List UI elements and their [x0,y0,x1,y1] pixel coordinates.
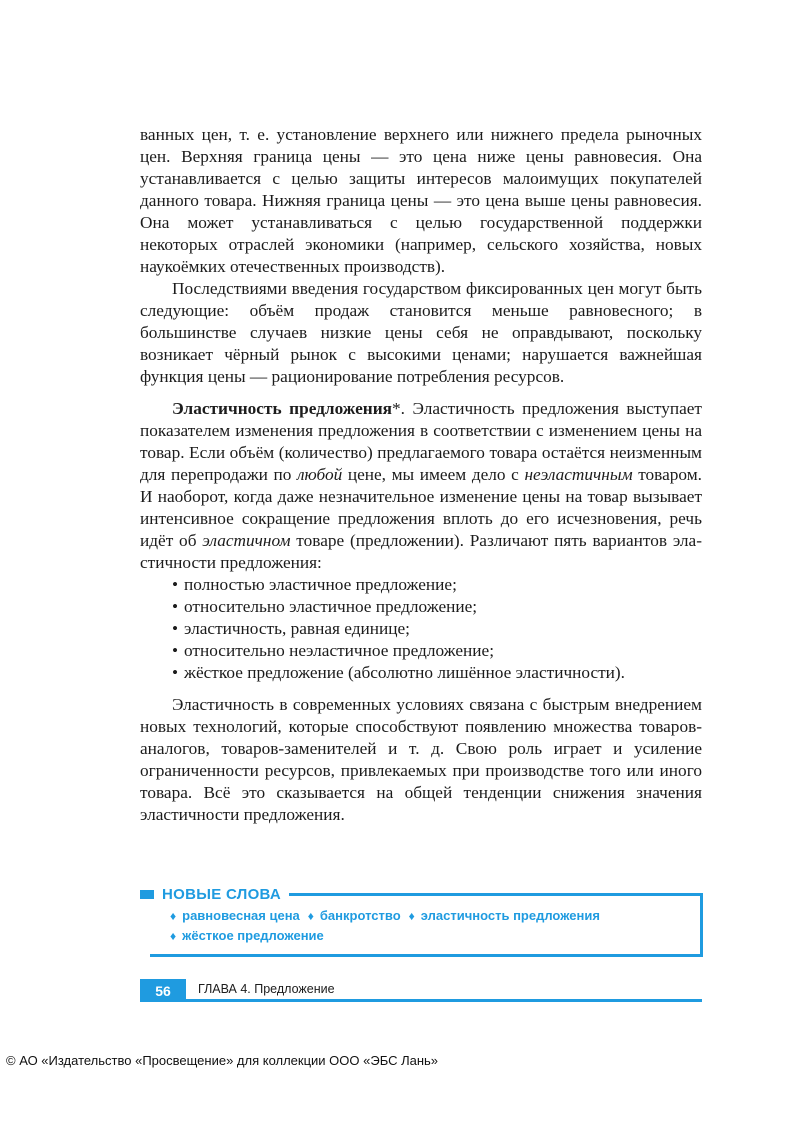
list-item-text: относительно эластичное предложение; [184,597,478,616]
new-words-header [140,883,289,905]
paragraph-2: Последствиями введения государством фиксированных цен могут быть следующие: объём продаж становится меньше равновесного; в большинстве случаев низкие цены себя не оправдывают, поскольку возникает чёрный рынок с высокими ценами; нарушается важнейшая функция цены — рационирование потребления ресурсов. [140,279,702,386]
p3-italic-inelastic: неэластичным [524,465,633,484]
bullet-icon: • [172,575,179,594]
list-item-text: эластичность, равная единице; [184,619,410,638]
diamond-icon: ♦ [170,908,177,923]
footer-rule [140,999,702,1002]
list-item [172,618,702,640]
new-word: банкротство [319,908,401,923]
new-word: равновесная цена [182,908,300,923]
paragraph-1: ванных цен, т. е. установление верхнего или нижнего предела рыночных цен. Верхняя граница цены — это цена ниже цены равновесия. Она устанавливается с целью защиты интересов малоимущих покупателей данного товара. Нижняя граница цены — это цена выше цены равновесия. Она может устанавливаться с целью государственной поддержки некоторых отраслей экономики (например, сельского хозяйства, новых наукоёмких отечественных производств). [140,125,702,276]
list-item-text: относительно неэластичное предложение; [184,641,495,660]
copyright-notice: © АО «Издательство «Просвещение» для коллекции ООО «ЭБС Лань» [6,1053,439,1068]
list-item-text: жёсткое предложение (абсолютно лишённое эластичности). [184,663,626,682]
list-item-text: полностью эластичное предложение; [184,575,457,594]
new-words-line-1 [170,908,608,923]
p3-text-2: цене, мы имеем дело с [342,465,525,484]
diamond-icon: ♦ [170,928,177,943]
list-item [172,640,702,662]
list-item [172,574,702,596]
bullet-icon: • [172,641,179,660]
list-item [172,596,702,618]
header-bar-icon [140,890,154,899]
new-words-title: НОВЫЕ СЛОВА [162,885,282,903]
page-number-badge [140,979,186,1002]
p3-text-3: товаром. И наоборот, когда даже незначительное изменение цены на товар вызывает интенсивное сокращение предложения вплоть до его исчезновения, речь идёт об [140,465,702,550]
p3-italic-elastic: эластичном [202,531,291,550]
term-footnote-mark: *. [392,399,405,418]
diamond-icon: ♦ [408,908,415,923]
new-word: жёсткое предложение [182,928,324,943]
p3-italic-any: любой [296,465,343,484]
page-number: 56 [155,982,171,999]
main-text [140,124,702,826]
bullet-icon: • [172,597,179,616]
paragraph-4: Эластичность в современных условиях связана с быстрым внедрением новых технологий, которые способствуют появлению множества товаров-аналогов, товаров-заменителей и т. д. Свою роль играет и усиление ограниченности ресурсов, привлекаемых при производстве того или иного товара. Всё это сказывается на общей тенденции снижения значения эластичности предложения. [140,695,702,824]
term-supply-elasticity: Эластичность предложения [172,399,393,418]
p3-text-1: Эластичность предложения выступает показателем изменения предложения в соответствии с изменением цены на товар. Если объём (количество) предлагаемого товара остаётся неизменным для перепродажи по [140,399,702,484]
diamond-icon: ♦ [307,908,314,923]
list-item [172,662,702,684]
new-word: эластичность предложения [420,908,600,923]
p3-text-4: товаре (предложении). Различают пять вариантов эластичности предложения: [140,531,702,572]
bullet-icon: • [172,663,179,682]
new-words-line-2 [170,928,332,943]
bullet-icon: • [172,619,179,638]
chapter-title: ГЛАВА 4. Предложение [198,982,335,996]
paragraph-3 [140,398,702,574]
elasticity-variants-list [140,574,702,684]
